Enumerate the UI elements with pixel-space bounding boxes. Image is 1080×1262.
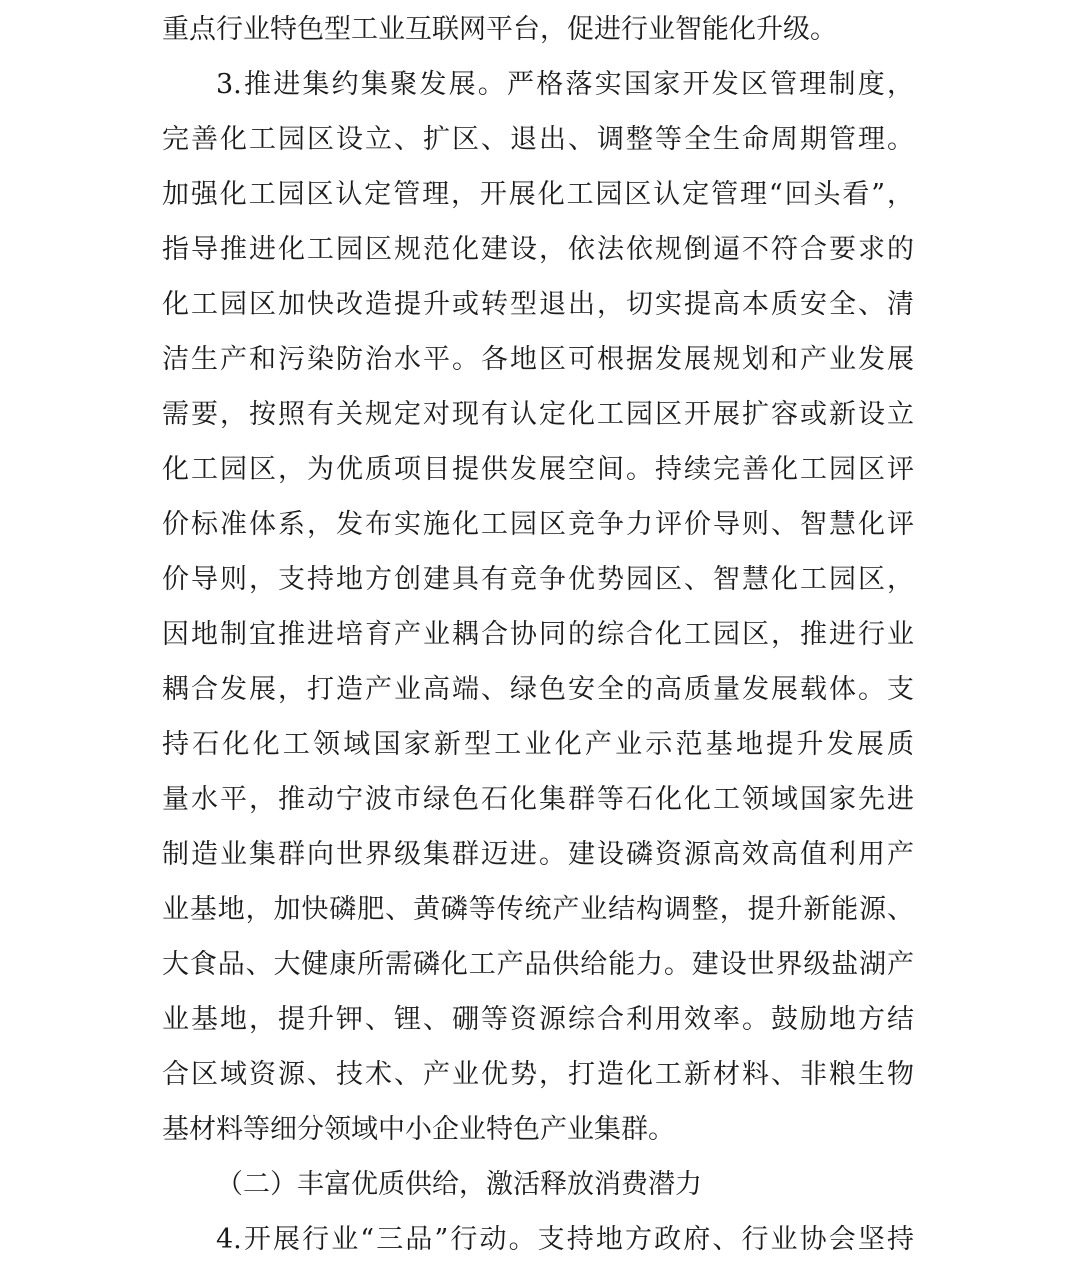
paragraph-line: 加强化工园区认定管理，开展化工园区认定管理“回头看”， [162, 179, 914, 210]
paragraph-line: 需要，按照有关规定对现有认定化工园区开展扩容或新设立 [162, 399, 914, 430]
paragraph-line: 洁生产和污染防治水平。各地区可根据发展规划和产业发展 [162, 344, 914, 375]
paragraph-line: 基材料等细分领域中小企业特色产业集群。 [162, 1114, 675, 1145]
paragraph-line: 3.推进集约集聚发展。严格落实国家开发区管理制度， [216, 69, 914, 100]
paragraph-line: 完善化工园区设立、扩区、退出、调整等全生命周期管理。 [162, 124, 914, 155]
paragraph-line: 价导则，支持地方创建具有竞争优势园区、智慧化工园区， [162, 564, 914, 595]
paragraph-line: 业基地，加快磷肥、黄磷等传统产业结构调整，提升新能源、 [162, 894, 914, 925]
paragraph-line: 耦合发展，打造产业高端、绿色安全的高质量发展载体。支 [162, 674, 914, 705]
paragraph-line: 制造业集群向世界级集群迈进。建设磷资源高效高值利用产 [162, 839, 914, 870]
paragraph-line: 价标准体系，发布实施化工园区竞争力评价导则、智慧化评 [162, 509, 914, 540]
section-heading: （二）丰富优质供给，激活释放消费潜力 [216, 1169, 702, 1200]
paragraph-line: 大食品、大健康所需磷化工产品供给能力。建设世界级盐湖产 [162, 949, 914, 980]
paragraph-line: 化工园区加快改造提升或转型退出，切实提高本质安全、清 [162, 289, 914, 320]
paragraph-line: 4.开展行业“三品”行动。支持地方政府、行业协会坚持 [216, 1224, 914, 1255]
paragraph-line: 化工园区，为优质项目提供发展空间。持续完善化工园区评 [162, 454, 914, 485]
paragraph-line: 指导推进化工园区规范化建设，依法依规倒逼不符合要求的 [162, 234, 914, 265]
paragraph-line: 因地制宜推进培育产业耦合协同的综合化工园区，推进行业 [162, 619, 914, 650]
paragraph-line: 合区域资源、技术、产业优势，打造化工新材料、非粮生物 [162, 1059, 914, 1090]
paragraph-line: 量水平，推动宁波市绿色石化集群等石化化工领域国家先进 [162, 784, 914, 815]
paragraph-line: 持石化化工领域国家新型工业化产业示范基地提升发展质 [162, 729, 914, 760]
paragraph-line: 重点行业特色型工业互联网平台，促进行业智能化升级。 [162, 14, 837, 45]
paragraph-line: 业基地，提升钾、锂、硼等资源综合利用效率。鼓励地方结 [162, 1004, 914, 1035]
